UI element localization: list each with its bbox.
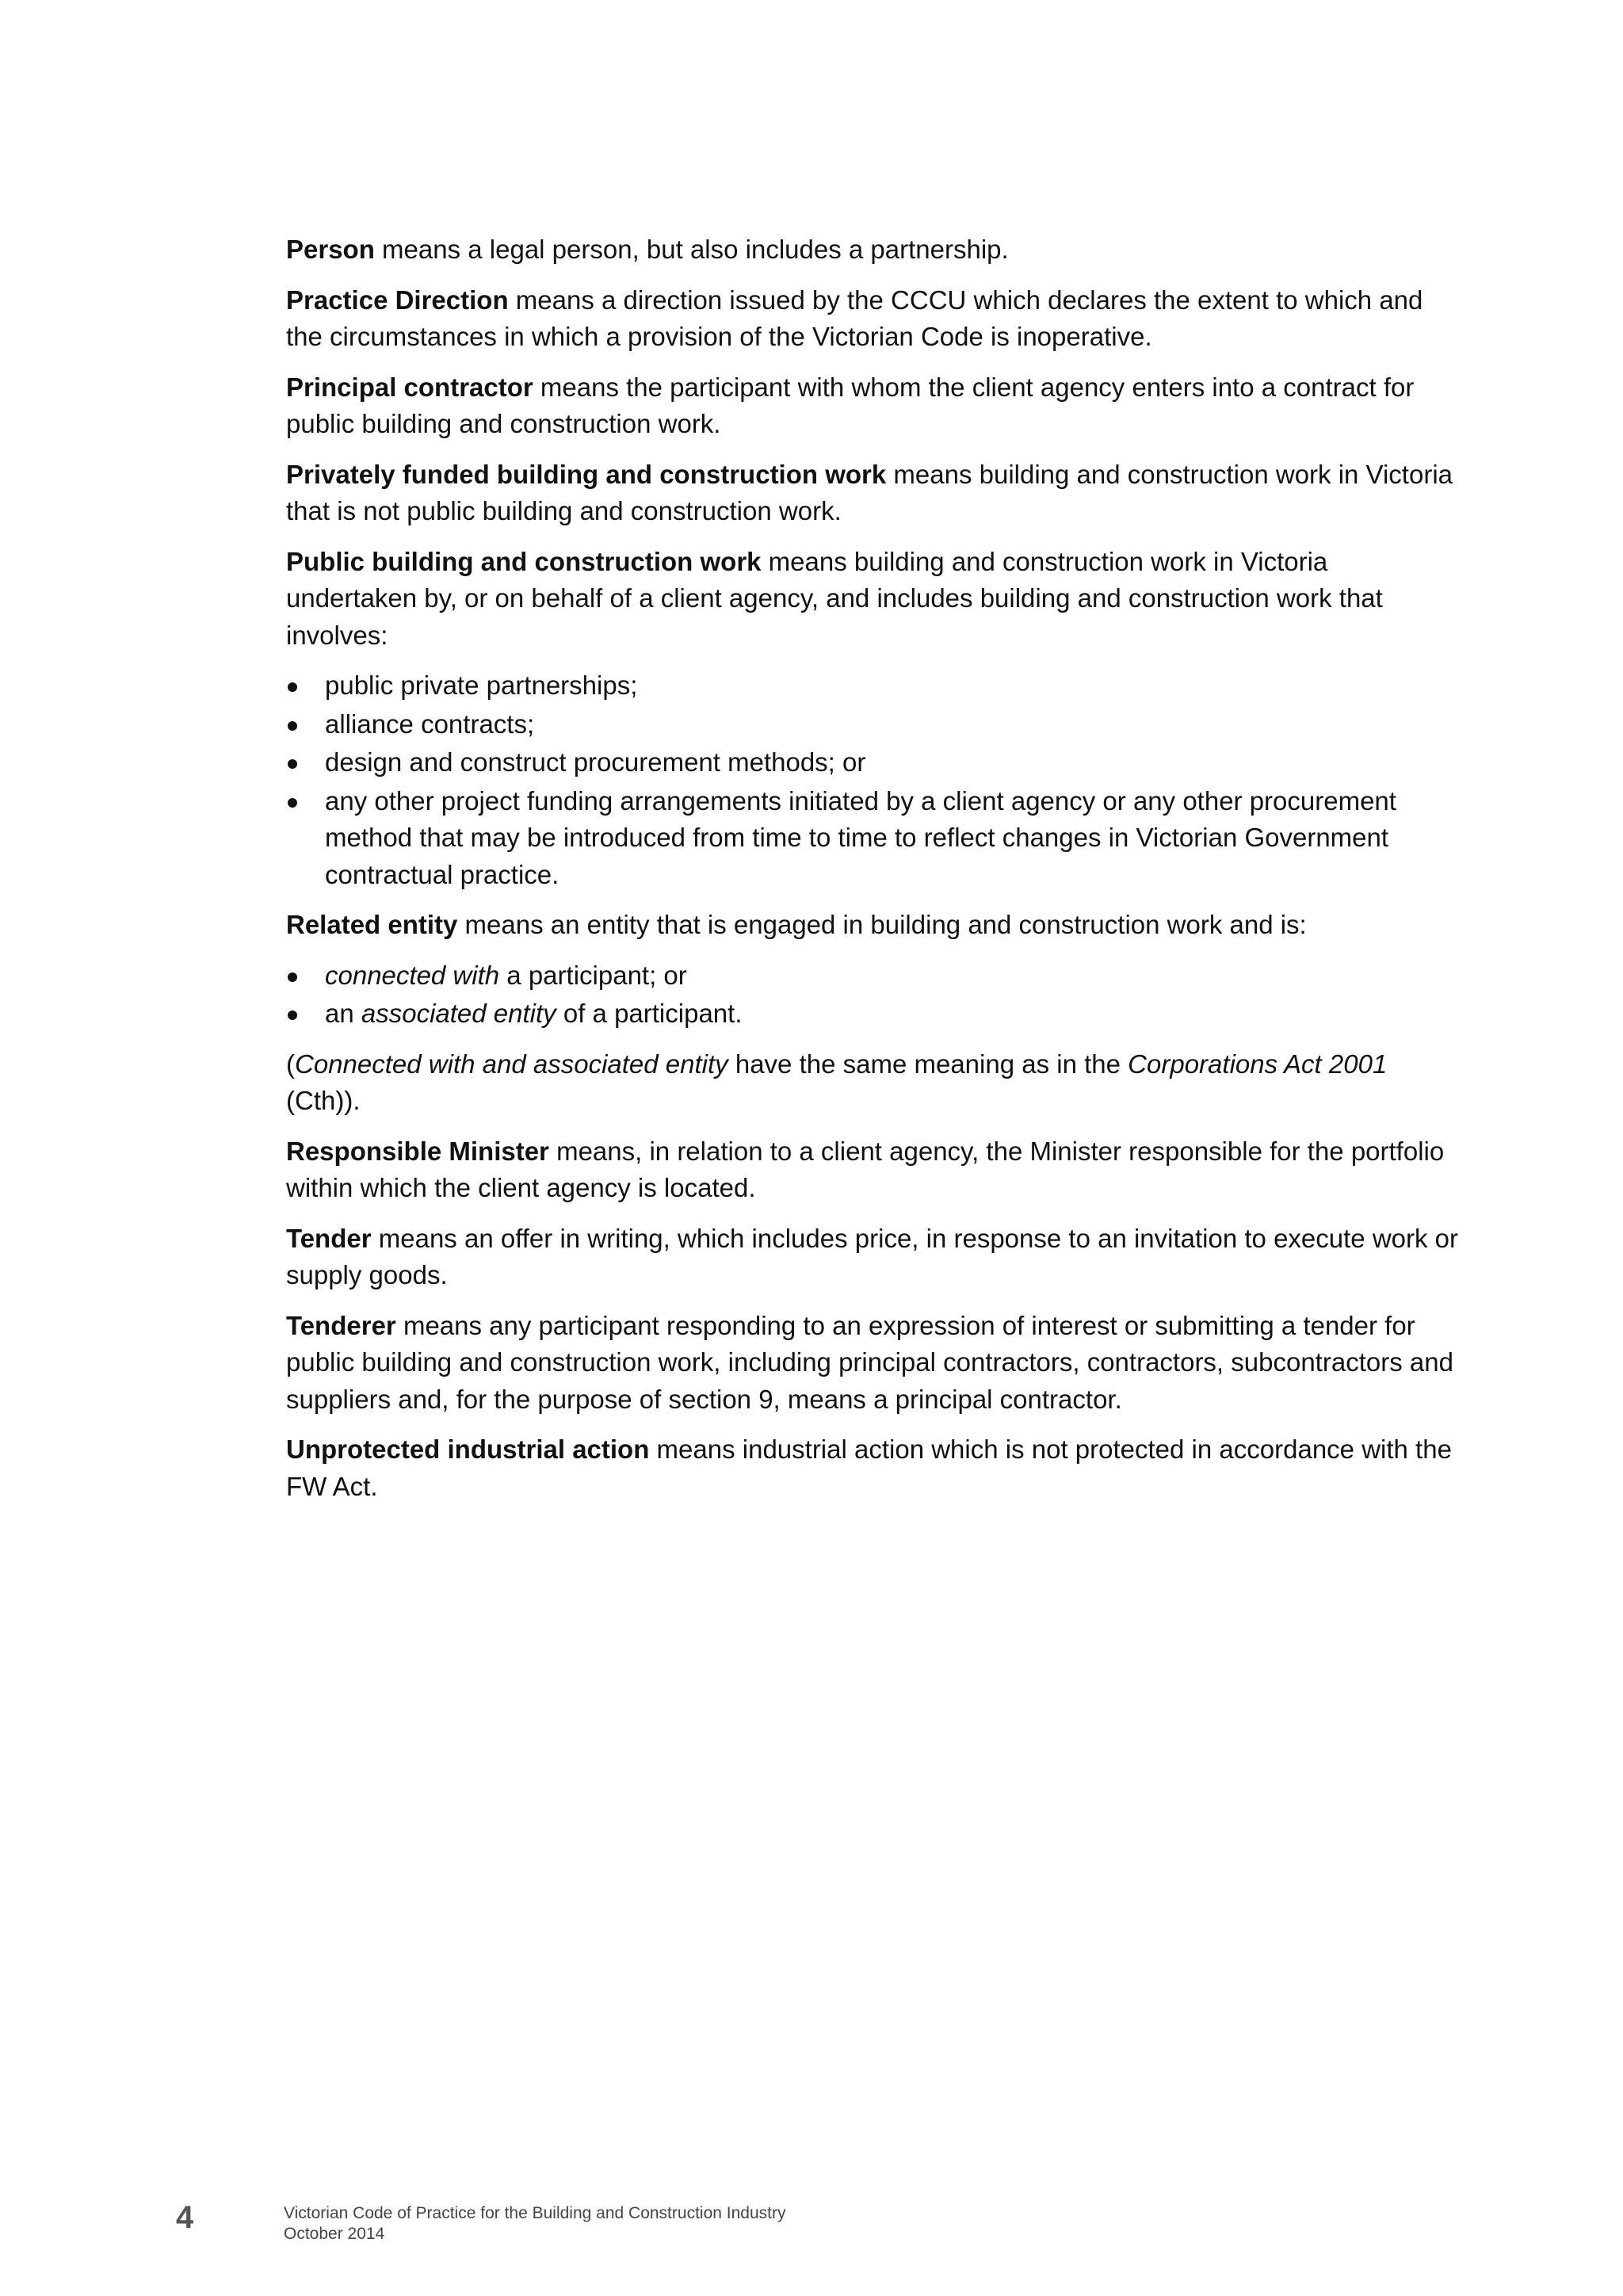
list-item-text: a participant; or [499, 960, 687, 990]
definition-term: Public building and construction work [286, 546, 762, 576]
note-text: (Cth)). [286, 1086, 361, 1115]
definition-text: means building and construction work in Victoria undertaken by, or on behalf of a client agency, and includes building and construction work that involves: [286, 546, 1383, 650]
document-body [286, 231, 1459, 1519]
definition-practice-direction [286, 282, 1459, 356]
public-work-bullet-list [286, 667, 1459, 893]
note-text: ( [286, 1049, 295, 1079]
definition-text: means any participant responding to an expression of interest or submitting a tender for public building and construction work, including principal contractors, contractors, subcontractors and suppliers and, for the purpose of section 9, means a principal contractor. [286, 1310, 1453, 1414]
page-number: 4 [176, 2200, 194, 2235]
definition-term: Practice Direction [286, 285, 509, 315]
definition-text: means a direction issued by the CCCU which declares the extent to which and the circumstances in which a provision of the Victorian Code is inoperative. [286, 285, 1423, 351]
note-text: have the same meaning as in the [727, 1049, 1128, 1079]
definition-term: Unprotected industrial action [286, 1435, 650, 1464]
definition-text: means industrial action which is not protected in accordance with the FW Act. [286, 1435, 1452, 1501]
footer-title: Victorian Code of Practice for the Building and Construction Industry [284, 2204, 786, 2222]
definition-tender [286, 1221, 1459, 1294]
italic-term: connected with [325, 960, 500, 990]
definition-text: means the participant with whom the client agency enters into a contract for public building and construction work. [286, 372, 1415, 438]
definition-tenderer [286, 1308, 1459, 1419]
definition-responsible-minister [286, 1133, 1459, 1207]
definition-public-building-work [286, 544, 1459, 655]
definition-principal-contractor [286, 369, 1459, 443]
list-item-text: an [325, 999, 361, 1028]
list-item [286, 957, 1459, 995]
italic-term: associated entity [361, 999, 556, 1028]
list-item: public private partnerships; [286, 667, 1459, 705]
footer [284, 2203, 785, 2244]
definition-term: Person [286, 235, 375, 264]
definition-text: means building and construction work in Victoria that is not public building and construction work. [286, 459, 1453, 525]
definition-person [286, 231, 1459, 269]
definition-term: Privately funded building and construction work [286, 459, 887, 489]
italic-act-title: Corporations Act 2001 [1128, 1049, 1388, 1079]
definition-term: Tender [286, 1223, 372, 1253]
definition-term: Responsible Minister [286, 1136, 549, 1166]
definition-text: means, in relation to a client agency, the Minister responsible for the portfolio within which the client agency is located. [286, 1136, 1445, 1202]
related-entity-note [286, 1046, 1459, 1120]
list-item-text: of a participant. [556, 999, 743, 1028]
list-item: design and construct procurement methods; or [286, 744, 1459, 781]
definition-privately-funded-work [286, 457, 1459, 530]
italic-term: Connected with and associated entity [295, 1049, 728, 1079]
list-item [286, 995, 1459, 1033]
definition-unprotected-industrial-action [286, 1431, 1459, 1505]
definition-text: means an offer in writing, which includes price, in response to an invitation to execute work or supply goods. [286, 1223, 1459, 1289]
definition-text: means an entity that is engaged in building and construction work and is: [457, 910, 1307, 939]
related-entity-bullet-list [286, 957, 1459, 1033]
definition-term: Related entity [286, 910, 458, 939]
definition-term: Tenderer [286, 1310, 396, 1340]
list-item: any other project funding arrangements initiated by a client agency or any other procurement method that may be introduced from time to time to reflect changes in Victorian Government contractual practice. [286, 783, 1459, 894]
definition-related-entity [286, 907, 1459, 944]
footer-date: October 2014 [284, 2225, 385, 2243]
definition-text: means a legal person, but also includes a partnership. [374, 235, 1009, 264]
definition-term: Principal contractor [286, 372, 533, 402]
list-item: alliance contracts; [286, 706, 1459, 743]
